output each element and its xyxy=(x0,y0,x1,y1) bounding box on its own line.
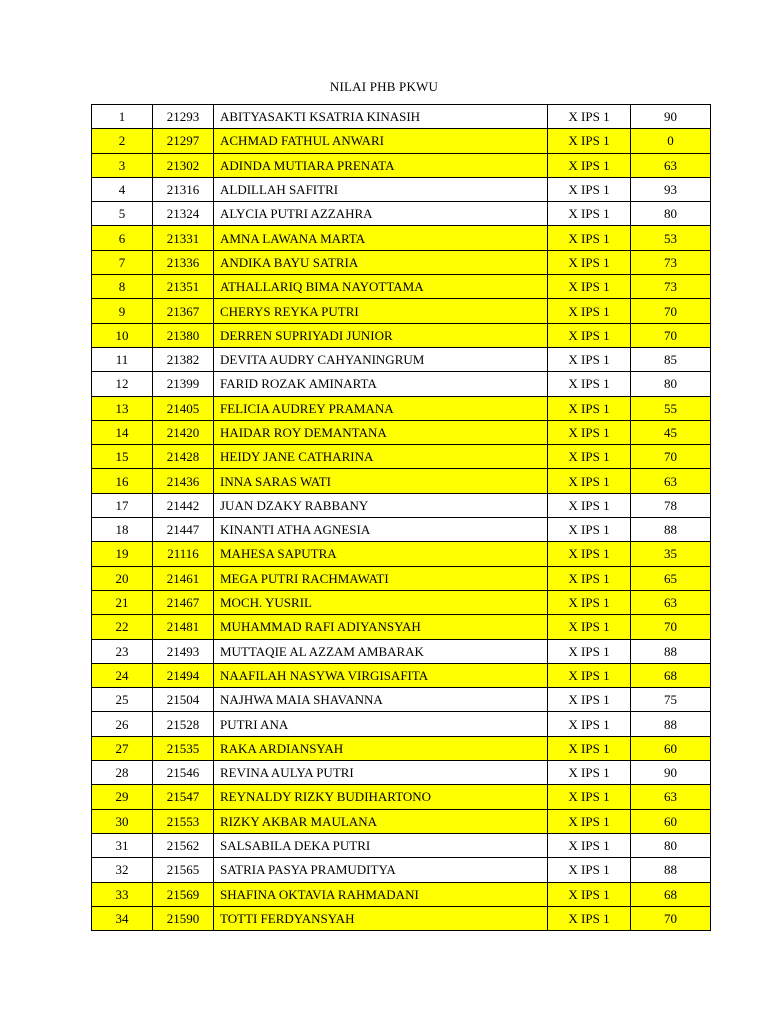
student-name-cell: SHAFINA OKTAVIA RAHMADANI xyxy=(214,882,548,906)
class-cell: X IPS 1 xyxy=(548,202,631,226)
score-cell: 88 xyxy=(631,712,711,736)
table-row xyxy=(92,566,711,590)
table-row xyxy=(92,129,711,153)
table-row xyxy=(92,420,711,444)
student-id-cell: 21442 xyxy=(153,493,214,517)
student-id-cell: 21316 xyxy=(153,177,214,201)
score-cell: 80 xyxy=(631,372,711,396)
student-id-cell: 21351 xyxy=(153,275,214,299)
student-name-cell: ALDILLAH SAFITRI xyxy=(214,177,548,201)
table-row xyxy=(92,323,711,347)
class-cell: X IPS 1 xyxy=(548,226,631,250)
row-number-cell: 29 xyxy=(92,785,153,809)
row-number-cell: 10 xyxy=(92,323,153,347)
class-cell: X IPS 1 xyxy=(548,372,631,396)
student-id-cell: 21420 xyxy=(153,420,214,444)
table-row xyxy=(92,906,711,930)
class-cell: X IPS 1 xyxy=(548,809,631,833)
student-name-cell: SALSABILA DEKA PUTRI xyxy=(214,833,548,857)
table-row xyxy=(92,518,711,542)
class-cell: X IPS 1 xyxy=(548,347,631,371)
row-number-cell: 31 xyxy=(92,833,153,857)
student-name-cell: ACHMAD FATHUL ANWARI xyxy=(214,129,548,153)
student-id-cell: 21331 xyxy=(153,226,214,250)
student-id-cell: 21467 xyxy=(153,590,214,614)
row-number-cell: 17 xyxy=(92,493,153,517)
student-id-cell: 21481 xyxy=(153,615,214,639)
score-cell: 55 xyxy=(631,396,711,420)
class-cell: X IPS 1 xyxy=(548,542,631,566)
table-row xyxy=(92,105,711,129)
row-number-cell: 25 xyxy=(92,688,153,712)
row-number-cell: 21 xyxy=(92,590,153,614)
student-name-cell: HAIDAR ROY DEMANTANA xyxy=(214,420,548,444)
table-row xyxy=(92,347,711,371)
student-name-cell: REVINA AULYA PUTRI xyxy=(214,761,548,785)
class-cell: X IPS 1 xyxy=(548,493,631,517)
student-id-cell: 21405 xyxy=(153,396,214,420)
row-number-cell: 7 xyxy=(92,250,153,274)
row-number-cell: 24 xyxy=(92,663,153,687)
student-name-cell: JUAN DZAKY RABBANY xyxy=(214,493,548,517)
student-name-cell: MOCH. YUSRIL xyxy=(214,590,548,614)
table-row xyxy=(92,858,711,882)
table-row xyxy=(92,785,711,809)
page-title: NILAI PHB PKWU xyxy=(329,79,439,94)
student-id-cell: 21461 xyxy=(153,566,214,590)
table-row xyxy=(92,372,711,396)
row-number-cell: 4 xyxy=(92,177,153,201)
score-cell: 90 xyxy=(631,761,711,785)
student-name-cell: NAJHWA MAIA SHAVANNA xyxy=(214,688,548,712)
score-cell: 85 xyxy=(631,347,711,371)
student-id-cell: 21399 xyxy=(153,372,214,396)
class-cell: X IPS 1 xyxy=(548,275,631,299)
row-number-cell: 9 xyxy=(92,299,153,323)
table-row xyxy=(92,177,711,201)
student-id-cell: 21116 xyxy=(153,542,214,566)
student-name-cell: ATHALLARIQ BIMA NAYOTTAMA xyxy=(214,275,548,299)
student-id-cell: 21590 xyxy=(153,906,214,930)
class-cell: X IPS 1 xyxy=(548,323,631,347)
row-number-cell: 13 xyxy=(92,396,153,420)
student-name-cell: RAKA ARDIANSYAH xyxy=(214,736,548,760)
row-number-cell: 23 xyxy=(92,639,153,663)
grades-table-body xyxy=(92,105,711,931)
score-cell: 88 xyxy=(631,639,711,663)
student-id-cell: 21447 xyxy=(153,518,214,542)
table-row xyxy=(92,202,711,226)
class-cell: X IPS 1 xyxy=(548,736,631,760)
row-number-cell: 34 xyxy=(92,906,153,930)
class-cell: X IPS 1 xyxy=(548,785,631,809)
student-name-cell: MUTTAQIE AL AZZAM AMBARAK xyxy=(214,639,548,663)
student-name-cell: NAAFILAH NASYWA VIRGISAFITA xyxy=(214,663,548,687)
student-id-cell: 21324 xyxy=(153,202,214,226)
student-name-cell: DEVITA AUDRY CAHYANINGRUM xyxy=(214,347,548,371)
row-number-cell: 20 xyxy=(92,566,153,590)
score-cell: 93 xyxy=(631,177,711,201)
student-name-cell: SATRIA PASYA PRAMUDITYA xyxy=(214,858,548,882)
student-name-cell: FARID ROZAK AMINARTA xyxy=(214,372,548,396)
score-cell: 63 xyxy=(631,469,711,493)
row-number-cell: 28 xyxy=(92,761,153,785)
class-cell: X IPS 1 xyxy=(548,590,631,614)
student-id-cell: 21547 xyxy=(153,785,214,809)
score-cell: 63 xyxy=(631,153,711,177)
score-cell: 0 xyxy=(631,129,711,153)
student-name-cell: AMNA LAWANA MARTA xyxy=(214,226,548,250)
table-row xyxy=(92,882,711,906)
class-cell: X IPS 1 xyxy=(548,518,631,542)
student-id-cell: 21297 xyxy=(153,129,214,153)
student-name-cell: CHERYS REYKA PUTRI xyxy=(214,299,548,323)
score-cell: 70 xyxy=(631,445,711,469)
student-id-cell: 21535 xyxy=(153,736,214,760)
score-cell: 73 xyxy=(631,275,711,299)
class-cell: X IPS 1 xyxy=(548,153,631,177)
class-cell: X IPS 1 xyxy=(548,833,631,857)
score-cell: 45 xyxy=(631,420,711,444)
row-number-cell: 18 xyxy=(92,518,153,542)
class-cell: X IPS 1 xyxy=(548,396,631,420)
student-id-cell: 21504 xyxy=(153,688,214,712)
student-id-cell: 21553 xyxy=(153,809,214,833)
score-cell: 88 xyxy=(631,518,711,542)
student-id-cell: 21367 xyxy=(153,299,214,323)
student-id-cell: 21302 xyxy=(153,153,214,177)
row-number-cell: 14 xyxy=(92,420,153,444)
student-name-cell: RIZKY AKBAR MAULANA xyxy=(214,809,548,833)
student-name-cell: INNA SARAS WATI xyxy=(214,469,548,493)
student-name-cell: KINANTI ATHA AGNESIA xyxy=(214,518,548,542)
class-cell: X IPS 1 xyxy=(548,566,631,590)
student-name-cell: ABITYASAKTI KSATRIA KINASIH xyxy=(214,105,548,129)
table-row xyxy=(92,275,711,299)
class-cell: X IPS 1 xyxy=(548,299,631,323)
table-row xyxy=(92,736,711,760)
student-name-cell: TOTTI FERDYANSYAH xyxy=(214,906,548,930)
row-number-cell: 6 xyxy=(92,226,153,250)
table-row xyxy=(92,688,711,712)
score-cell: 70 xyxy=(631,299,711,323)
score-cell: 78 xyxy=(631,493,711,517)
table-row xyxy=(92,833,711,857)
student-name-cell: HEIDY JANE CATHARINA xyxy=(214,445,548,469)
student-name-cell: PUTRI ANA xyxy=(214,712,548,736)
table-row xyxy=(92,469,711,493)
score-cell: 53 xyxy=(631,226,711,250)
student-name-cell: ALYCIA PUTRI AZZAHRA xyxy=(214,202,548,226)
row-number-cell: 1 xyxy=(92,105,153,129)
student-id-cell: 21546 xyxy=(153,761,214,785)
student-id-cell: 21436 xyxy=(153,469,214,493)
student-name-cell: MEGA PUTRI RACHMAWATI xyxy=(214,566,548,590)
student-id-cell: 21528 xyxy=(153,712,214,736)
class-cell: X IPS 1 xyxy=(548,469,631,493)
score-cell: 68 xyxy=(631,663,711,687)
row-number-cell: 11 xyxy=(92,347,153,371)
class-cell: X IPS 1 xyxy=(548,663,631,687)
row-number-cell: 33 xyxy=(92,882,153,906)
table-row xyxy=(92,712,711,736)
table-row xyxy=(92,250,711,274)
class-cell: X IPS 1 xyxy=(548,250,631,274)
class-cell: X IPS 1 xyxy=(548,129,631,153)
grades-table xyxy=(91,104,711,931)
student-id-cell: 21382 xyxy=(153,347,214,371)
table-row xyxy=(92,299,711,323)
row-number-cell: 15 xyxy=(92,445,153,469)
row-number-cell: 3 xyxy=(92,153,153,177)
score-cell: 70 xyxy=(631,615,711,639)
student-id-cell: 21565 xyxy=(153,858,214,882)
table-row xyxy=(92,761,711,785)
row-number-cell: 2 xyxy=(92,129,153,153)
score-cell: 68 xyxy=(631,882,711,906)
student-id-cell: 21493 xyxy=(153,639,214,663)
class-cell: X IPS 1 xyxy=(548,712,631,736)
score-cell: 75 xyxy=(631,688,711,712)
student-name-cell: ADINDA MUTIARA PRENATA xyxy=(214,153,548,177)
student-id-cell: 21562 xyxy=(153,833,214,857)
table-row xyxy=(92,615,711,639)
class-cell: X IPS 1 xyxy=(548,177,631,201)
score-cell: 65 xyxy=(631,566,711,590)
student-name-cell: FELICIA AUDREY PRAMANA xyxy=(214,396,548,420)
score-cell: 80 xyxy=(631,202,711,226)
table-row xyxy=(92,396,711,420)
row-number-cell: 5 xyxy=(92,202,153,226)
score-cell: 70 xyxy=(631,323,711,347)
table-row xyxy=(92,590,711,614)
score-cell: 90 xyxy=(631,105,711,129)
row-number-cell: 26 xyxy=(92,712,153,736)
score-cell: 63 xyxy=(631,590,711,614)
student-id-cell: 21336 xyxy=(153,250,214,274)
row-number-cell: 30 xyxy=(92,809,153,833)
row-number-cell: 16 xyxy=(92,469,153,493)
row-number-cell: 27 xyxy=(92,736,153,760)
table-row xyxy=(92,445,711,469)
class-cell: X IPS 1 xyxy=(548,639,631,663)
student-id-cell: 21569 xyxy=(153,882,214,906)
table-row xyxy=(92,809,711,833)
score-cell: 35 xyxy=(631,542,711,566)
table-row xyxy=(92,226,711,250)
score-cell: 70 xyxy=(631,906,711,930)
table-row xyxy=(92,663,711,687)
row-number-cell: 12 xyxy=(92,372,153,396)
student-id-cell: 21380 xyxy=(153,323,214,347)
score-cell: 63 xyxy=(631,785,711,809)
row-number-cell: 19 xyxy=(92,542,153,566)
table-row xyxy=(92,542,711,566)
score-cell: 73 xyxy=(631,250,711,274)
row-number-cell: 8 xyxy=(92,275,153,299)
student-id-cell: 21293 xyxy=(153,105,214,129)
table-row xyxy=(92,153,711,177)
student-name-cell: ANDIKA BAYU SATRIA xyxy=(214,250,548,274)
student-name-cell: MAHESA SAPUTRA xyxy=(214,542,548,566)
class-cell: X IPS 1 xyxy=(548,882,631,906)
student-id-cell: 21494 xyxy=(153,663,214,687)
class-cell: X IPS 1 xyxy=(548,906,631,930)
class-cell: X IPS 1 xyxy=(548,858,631,882)
class-cell: X IPS 1 xyxy=(548,615,631,639)
student-name-cell: DERREN SUPRIYADI JUNIOR xyxy=(214,323,548,347)
table-row xyxy=(92,639,711,663)
student-name-cell: MUHAMMAD RAFI ADIYANSYAH xyxy=(214,615,548,639)
student-name-cell: REYNALDY RIZKY BUDIHARTONO xyxy=(214,785,548,809)
class-cell: X IPS 1 xyxy=(548,105,631,129)
student-id-cell: 21428 xyxy=(153,445,214,469)
row-number-cell: 22 xyxy=(92,615,153,639)
row-number-cell: 32 xyxy=(92,858,153,882)
class-cell: X IPS 1 xyxy=(548,445,631,469)
class-cell: X IPS 1 xyxy=(548,761,631,785)
score-cell: 60 xyxy=(631,809,711,833)
class-cell: X IPS 1 xyxy=(548,420,631,444)
score-cell: 80 xyxy=(631,833,711,857)
class-cell: X IPS 1 xyxy=(548,688,631,712)
score-cell: 88 xyxy=(631,858,711,882)
score-cell: 60 xyxy=(631,736,711,760)
table-row xyxy=(92,493,711,517)
